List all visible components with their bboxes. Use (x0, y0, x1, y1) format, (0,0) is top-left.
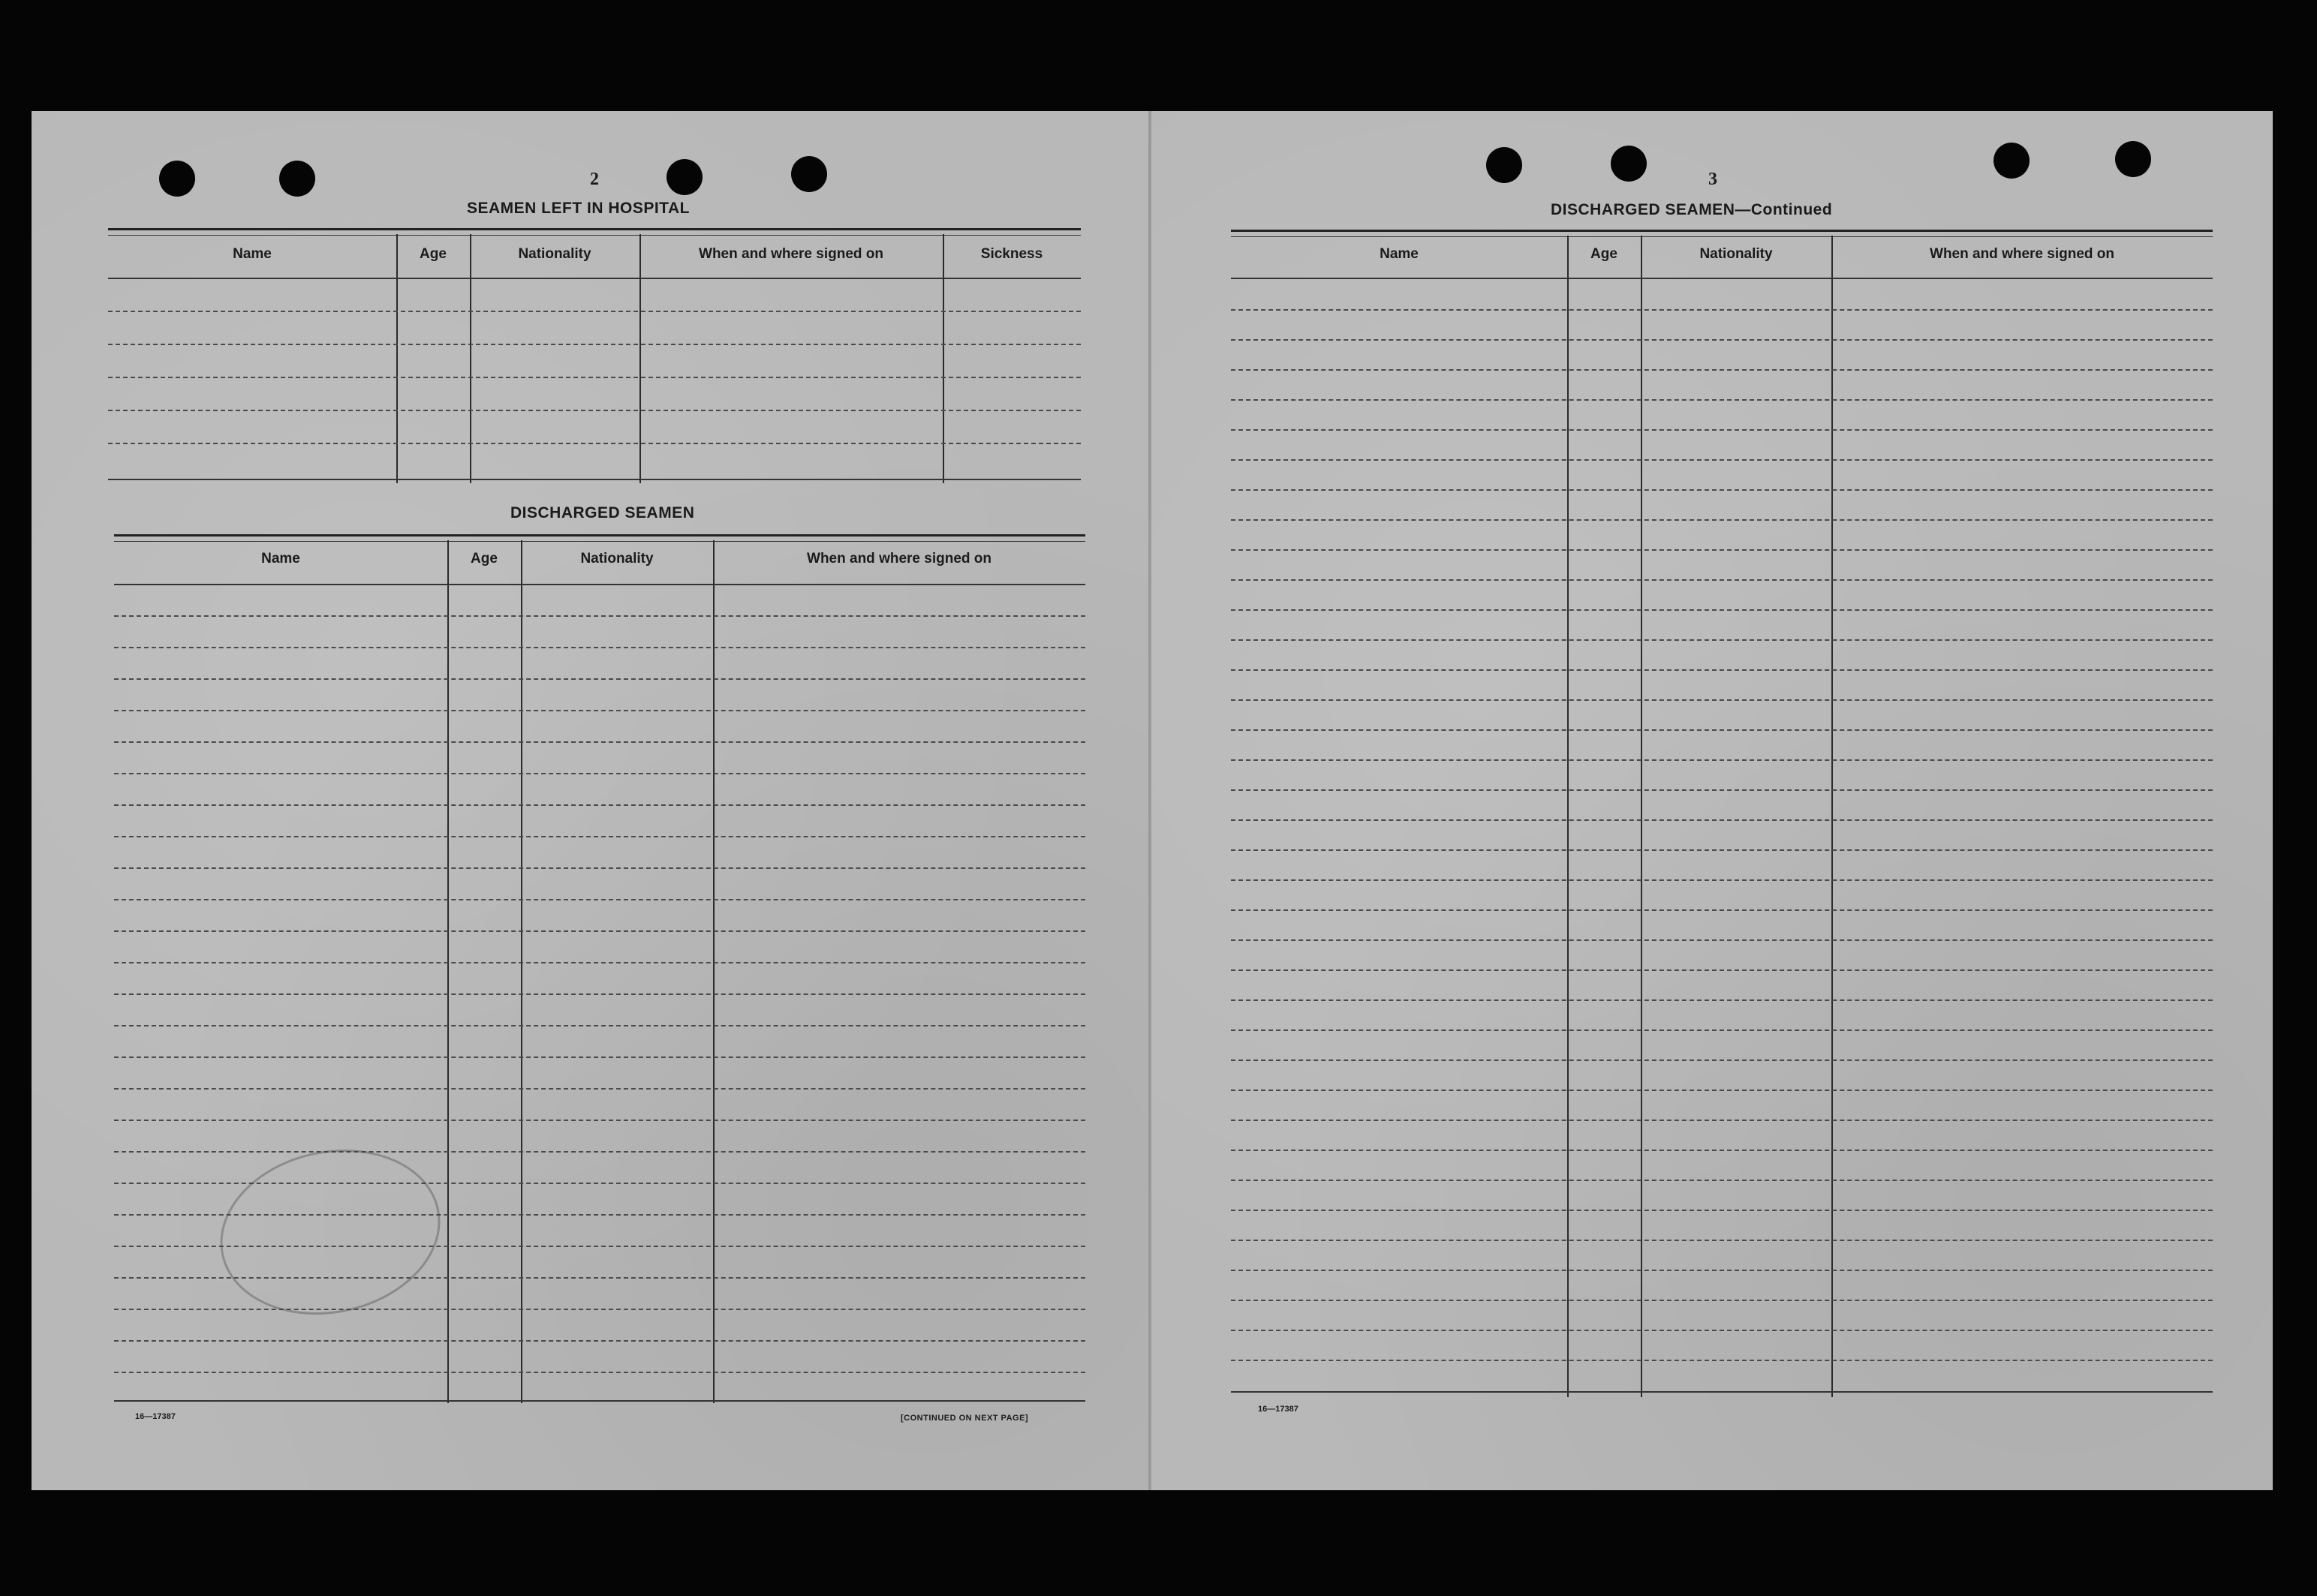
column-header-nationality: Nationality (1699, 246, 1773, 262)
page-number: 2 (590, 170, 599, 189)
column-header-age: Age (471, 551, 498, 567)
column-header-nationality: Nationality (580, 551, 654, 567)
punch-hole (1611, 146, 1647, 182)
column-header-name: Name (261, 551, 300, 567)
column-header-name: Name (1380, 246, 1419, 262)
hospital-table (108, 228, 1081, 483)
column-header-name: Name (233, 246, 272, 262)
continued-note: [CONTINUED ON NEXT PAGE] (901, 1414, 1029, 1423)
column-header-sickness: Sickness (980, 246, 1043, 262)
punch-hole (1486, 147, 1522, 183)
column-header-signed-on: When and where signed on (807, 551, 991, 567)
form-number: 16—17387 (1258, 1405, 1298, 1414)
punch-hole (791, 156, 827, 192)
column-header-nationality: Nationality (518, 246, 591, 262)
column-header-age: Age (420, 246, 447, 262)
column-header-age: Age (1590, 246, 1617, 262)
form-number: 16—17387 (135, 1412, 176, 1421)
punch-hole (1994, 143, 2030, 179)
hospital-section-title: SEAMEN LEFT IN HOSPITAL (467, 200, 690, 217)
punch-hole (159, 161, 195, 197)
discharged-section-title: DISCHARGED SEAMEN (510, 504, 695, 521)
punch-hole (279, 161, 315, 197)
page-number: 3 (1708, 170, 1717, 189)
column-header-signed-on: When and where signed on (1930, 246, 2114, 262)
column-header-signed-on: When and where signed on (699, 246, 883, 262)
page-fold (1148, 111, 1151, 1490)
discharged-continued-title: DISCHARGED SEAMEN—Continued (1551, 201, 1833, 218)
punch-hole (2115, 141, 2151, 177)
discharged-continued-table (1231, 230, 2213, 1397)
punch-hole (667, 159, 703, 195)
